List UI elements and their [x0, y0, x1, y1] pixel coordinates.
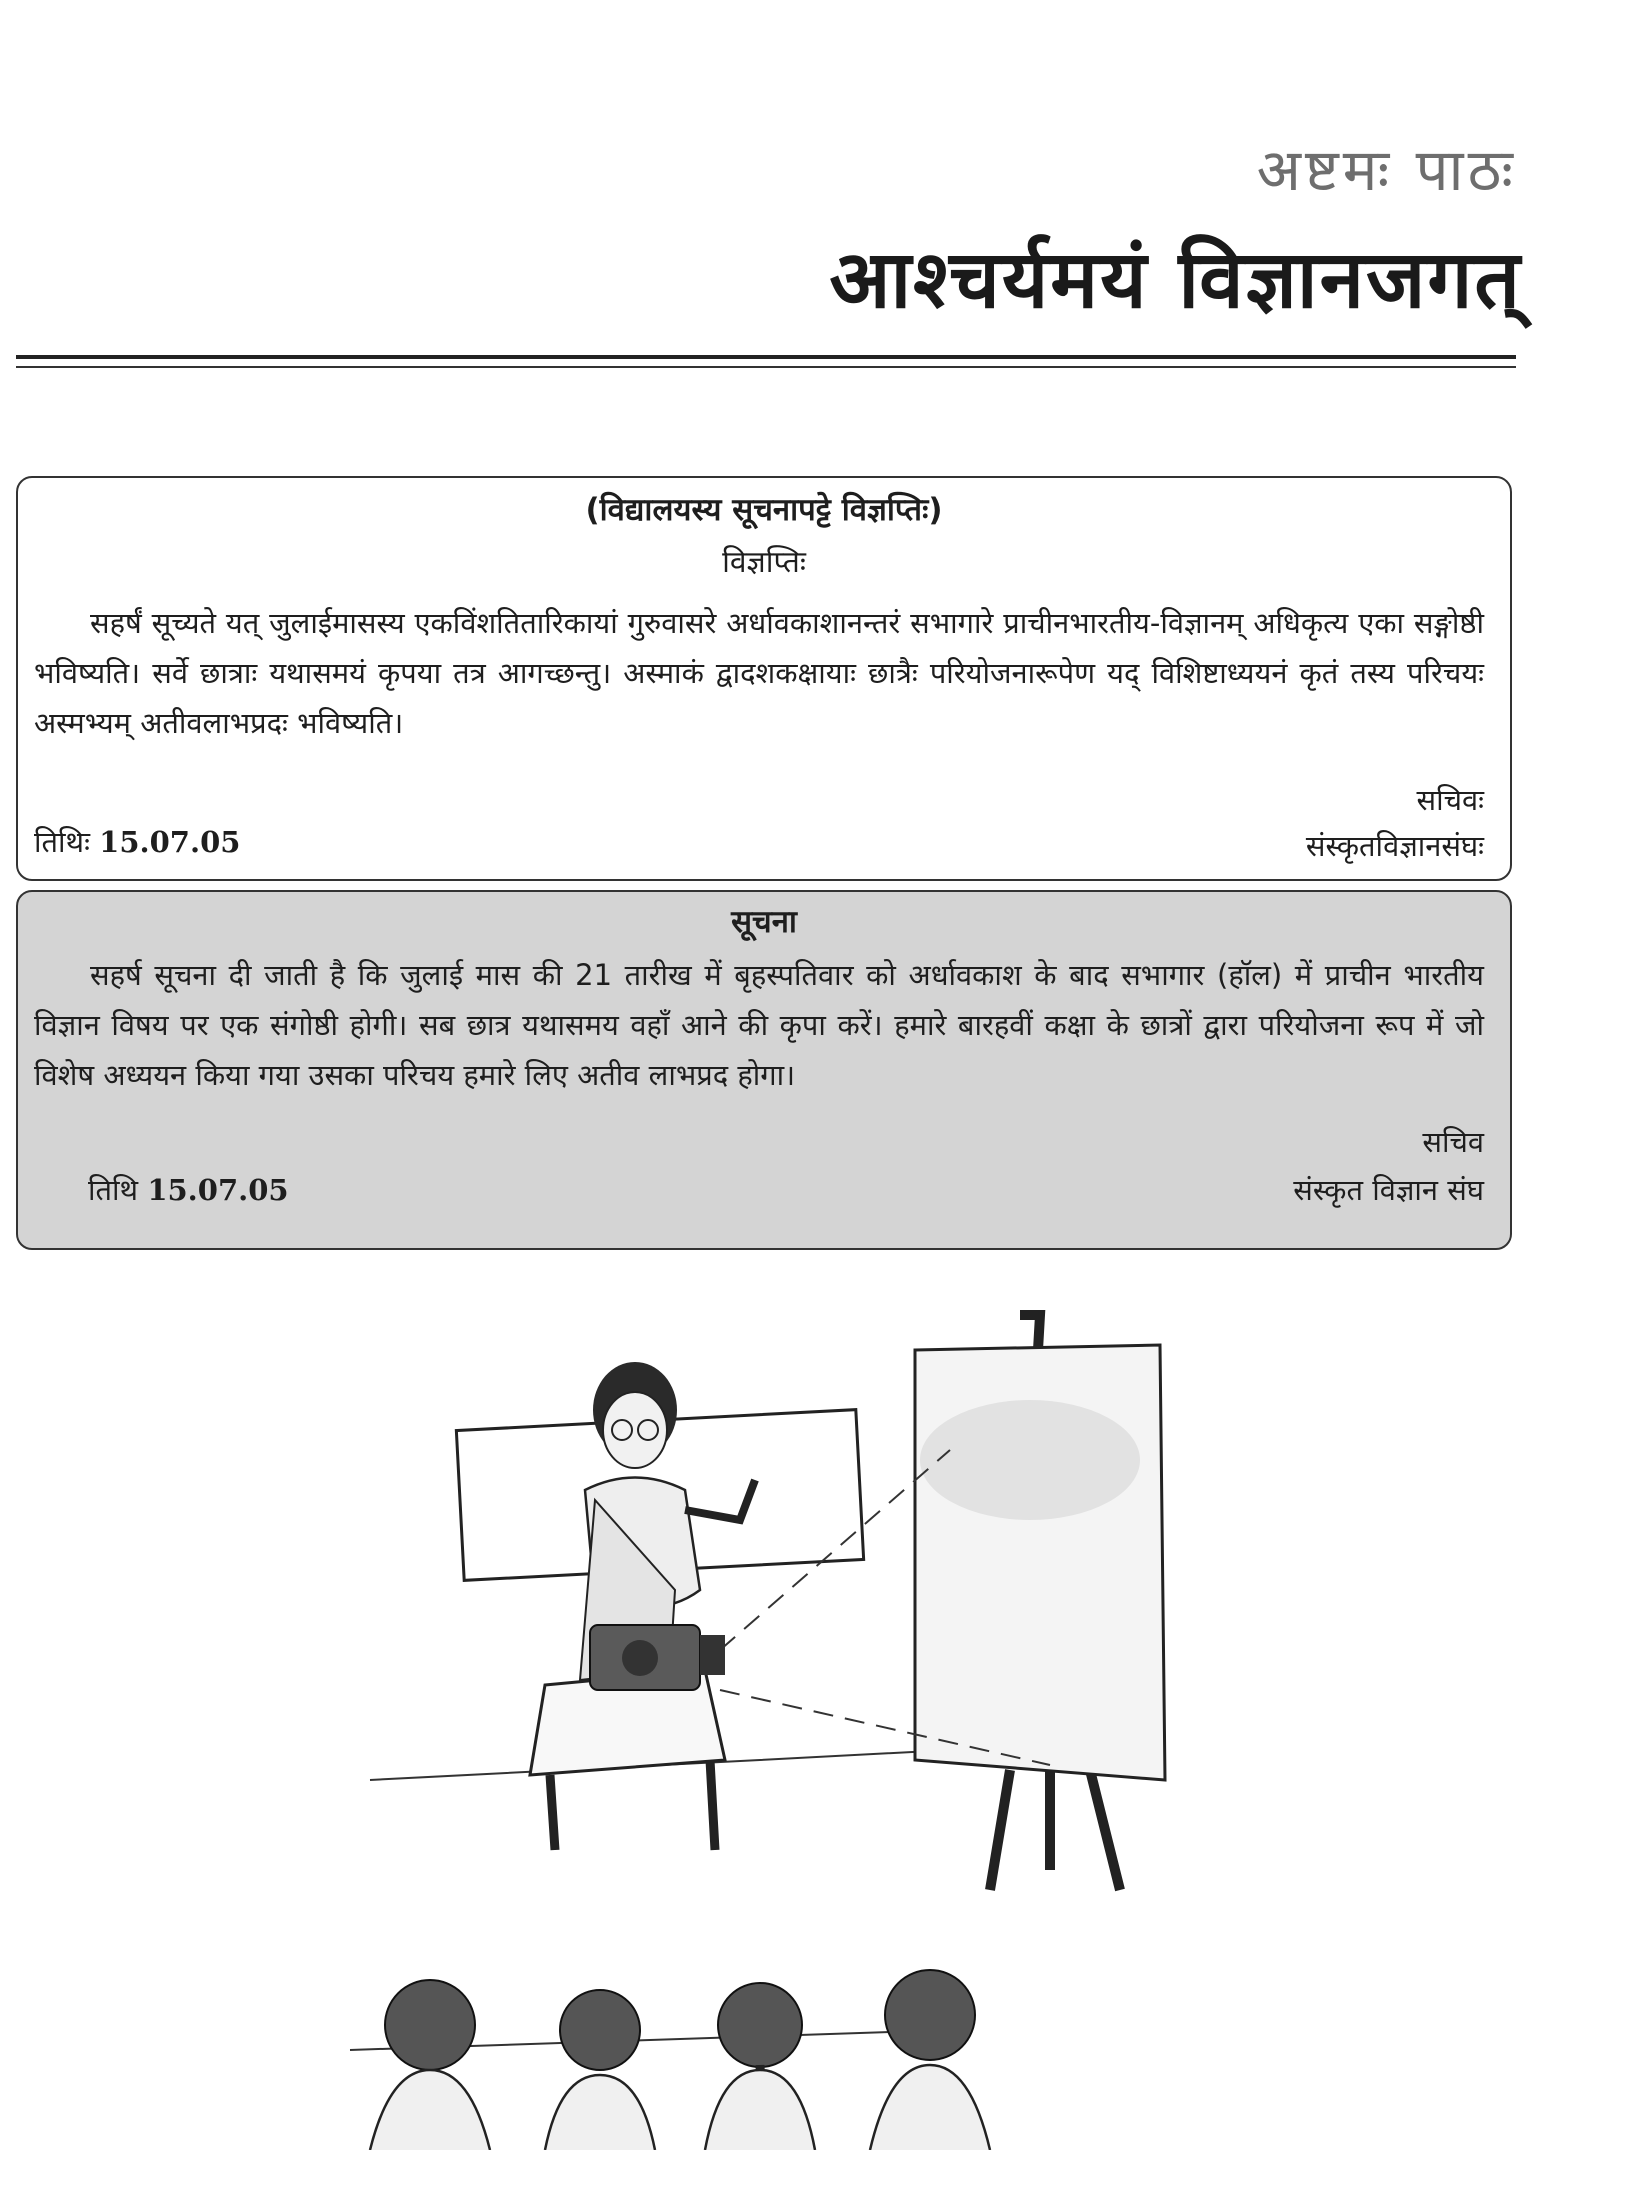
student-3 — [705, 1983, 815, 2150]
student-body-3 — [705, 2070, 815, 2150]
classroom-illustration — [330, 1290, 1230, 2150]
sanskrit-notice-heading: (विद्यालयस्य सूचनापट्टे विज्ञप्तिः) — [585, 492, 943, 528]
hindi-signatory-title: सचिव — [1422, 1125, 1484, 1159]
hindi-date-value: 15.07.05 — [147, 1173, 289, 1207]
sanskrit-date — [34, 822, 240, 861]
student-body-1 — [370, 2070, 490, 2150]
student-1 — [370, 1980, 490, 2150]
title-rule-thick — [16, 355, 1516, 359]
hindi-date — [88, 1170, 289, 1209]
student-head-1 — [385, 1980, 475, 2070]
hindi-notice-heading: सूचना — [731, 904, 797, 940]
student-head-3 — [718, 1983, 802, 2067]
hindi-date-label: तिथि — [88, 1173, 139, 1207]
title-rule-thin — [16, 366, 1516, 368]
student-body-4 — [870, 2065, 990, 2150]
sanskrit-signatory-org: संस्कृतविज्ञानसंघः — [1305, 829, 1484, 863]
hindi-notice-body: सहर्ष सूचना दी जाती है कि जुलाई मास की 21 तारीख में बृहस्पतिवार को अर्धावकाश के बाद सभागार (हॉल) में प्राचीन भारतीय विज्ञान विषय पर एक संगोष्ठी होगी। सब छात्र यथासमय वहाँ आने की कृपा करें। हमारे बारहवीं कक्षा के छात्रों द्वारा परियोजना रूप में जो विशेष अध्ययन किया गया उसका परिचय हमारे लिए अतीव लाभप्रद होगा। — [34, 958, 1484, 1092]
screen-shading — [920, 1400, 1140, 1520]
sanskrit-date-label: तिथिः — [34, 825, 90, 859]
student-2 — [545, 1990, 655, 2150]
hindi-notice-box — [16, 890, 1512, 1250]
lesson-title: आश्चर्यमयं विज्ञानजगत् — [829, 233, 1522, 326]
table-legs — [550, 1760, 715, 1850]
sanskrit-notice-body: सहर्षं सूच्यते यत् जुलाईमासस्य एकविंशतितारिकायां गुरुवासरे अर्धावकाशानन्तरं सभागारे प्राचीनभारतीय-विज्ञानम् अधिकृत्य एका सङ्गोष्ठी भविष्यति। सर्वे छात्राः यथासमयं कृपया तत्र आगच्छन्तु। अस्माकं द्वादशकक्षायाः छात्रैः परियोजनारूपेण यद् विशिष्टाध्ययनं कृतं तस्य परिचयः अस्मभ्यम् अतीवलाभप्रदः भविष्यति। — [34, 606, 1484, 740]
student-4 — [870, 1970, 990, 2150]
sanskrit-signatory-title: सचिवः — [1416, 783, 1484, 817]
student-body-2 — [545, 2075, 655, 2150]
lesson-number: अष्टमः पाठः — [1256, 136, 1517, 204]
projector-reel — [622, 1640, 658, 1676]
sanskrit-date-value: 15.07.05 — [99, 825, 241, 859]
hindi-signatory-org: संस्कृत विज्ञान संघ — [1293, 1173, 1484, 1207]
projector-lens — [700, 1635, 725, 1675]
student-head-2 — [560, 1990, 640, 2070]
sanskrit-notice-box — [16, 476, 1512, 881]
student-head-4 — [885, 1970, 975, 2060]
sanskrit-notice-subheading: विज्ञप्तिः — [722, 545, 806, 580]
